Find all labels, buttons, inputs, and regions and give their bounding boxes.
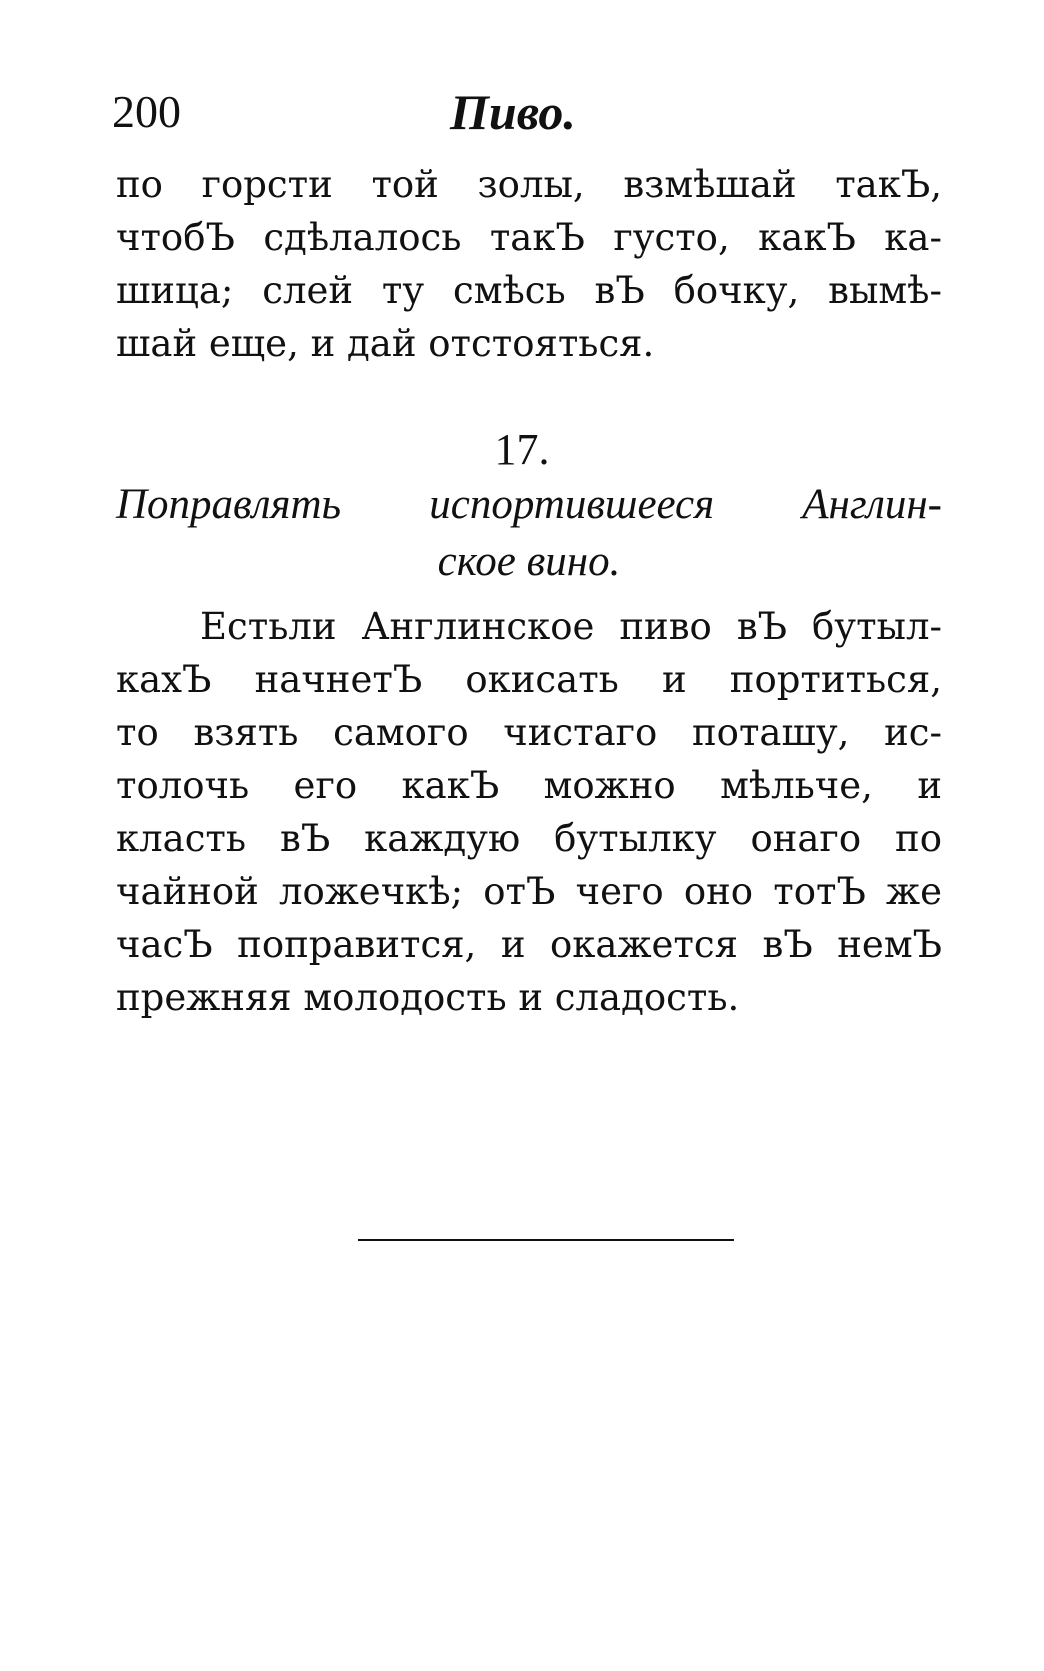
page-number: 200 (112, 86, 181, 137)
text-line: чайной ложечкѣ; отЪ чего оно тотЪ же (116, 870, 942, 913)
page-header (112, 82, 942, 152)
text-line: толочь его какЪ можно мѣльче, и (116, 764, 942, 807)
text-line: шица; слей ту смѣсь вЪ бочку, вымѣ- (116, 269, 942, 312)
text-line: кахЪ начнетЪ окисать и портиться, (116, 658, 942, 701)
text-line: прежняя молодость и сладость. (116, 976, 740, 1019)
heading-line: Поправлять испортившееся Англин- (116, 481, 942, 528)
section-number: 17. (494, 425, 550, 474)
running-head: Пиво. (450, 84, 576, 140)
text-line: чтобЪ сдѣлалось такЪ густо, какЪ ка- (116, 216, 942, 259)
intro-paragraph (116, 158, 942, 370)
end-rule (358, 1239, 734, 1241)
text-line: часЪ поправится, и окажется вЪ немЪ (116, 923, 942, 966)
text-line: Естьли Англинское пиво вЪ бутыл- (200, 605, 942, 648)
section-heading (116, 476, 942, 590)
text-line: шай еще, и дай отстояться. (116, 322, 655, 365)
text-line: класть вЪ каждую бутылку онаго по (116, 817, 942, 860)
text-line: по горсти той золы, взмѣшай такЪ, (116, 163, 942, 206)
text-line: то взять самого чистаго поташу, ис- (116, 711, 942, 754)
section-paragraph (116, 600, 942, 1024)
heading-line: ское вино. (437, 538, 621, 585)
